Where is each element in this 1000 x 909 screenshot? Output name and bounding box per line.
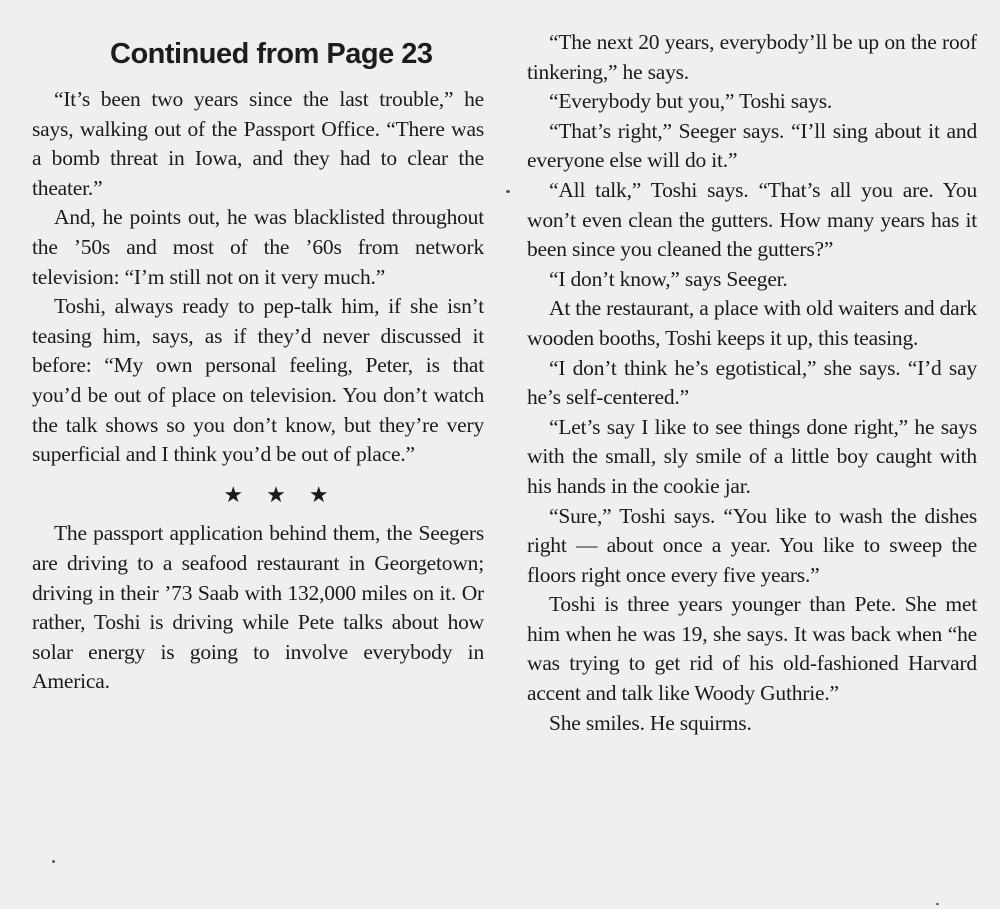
right-paragraph: “That’s right,” Seeger says. “I’ll sing about it and everyone else will do it.” <box>527 118 977 173</box>
left-paragraph: The passport application behind them, the Seegers are driving to a seafood restaurant in Georgetown; driving in their ’73 Saab with 132,000 miles on it. Or rather, Toshi is driving while Pete talks about how solar energy is going to involve everybody in America. <box>32 521 484 694</box>
right-paragraph: “Sure,” Toshi says. “You like to wash the dishes right — about once a year. You like to sweep the floors right once every five years.” <box>527 503 977 587</box>
right-paragraph: At the restaurant, a place with old waiters and dark wooden booths, Toshi keeps it up, this teasing. <box>527 296 977 350</box>
right-paragraph: “Let’s say I like to see things done right,” he says with the small, sly smile of a little boy caught with his hands in the cookie jar. <box>527 414 977 498</box>
section-break-stars: ★ ★ ★ <box>223 482 337 508</box>
print-speck <box>52 860 55 863</box>
right-paragraph: She smiles. He squirms. <box>549 710 752 735</box>
print-speck <box>506 190 510 193</box>
right-paragraph: “I don’t think he’s egotistical,” she says. “I’d say he’s self-centered.” <box>527 355 977 410</box>
left-column <box>32 85 484 697</box>
left-paragraph: And, he points out, he was blacklisted throughout the ’50s and most of the ’60s from network television: “I’m still not on it very much.” <box>32 205 484 289</box>
right-column <box>527 28 977 738</box>
continuation-headline: Continued from Page 23 <box>110 38 433 70</box>
print-speck <box>936 903 939 905</box>
left-paragraph: Toshi, always ready to pep-talk him, if she isn’t teasing him, says, as if they’d never discussed it before: “My own personal feeling, Peter, is that you’d be out of place on television. You don’t watch the talk shows so you don’t know, but they’re very superficial and I think you’d be out of place.” <box>32 294 484 467</box>
right-paragraph: “All talk,” Toshi says. “That’s all you are. You won’t even clean the gutters. How many years has it been since you cleaned the gutters?” <box>527 177 977 262</box>
right-paragraph: “The next 20 years, everybody’ll be up on the roof tinkering,” he says. <box>527 30 977 84</box>
right-paragraph: “I don’t know,” says Seeger. <box>549 266 788 291</box>
right-paragraph: “Everybody but you,” Toshi says. <box>549 89 833 114</box>
right-paragraph: Toshi is three years younger than Pete. She met him when he was 19, she says. It was back when “he was trying to get rid of his old-fashioned Harvard accent and talk like Woody Guthrie.” <box>527 592 977 706</box>
left-paragraph: “It’s been two years since the last trouble,” he says, walking out of the Passport Office. “There was a bomb threat in Iowa, and they had to clear the theater.” <box>32 87 484 200</box>
